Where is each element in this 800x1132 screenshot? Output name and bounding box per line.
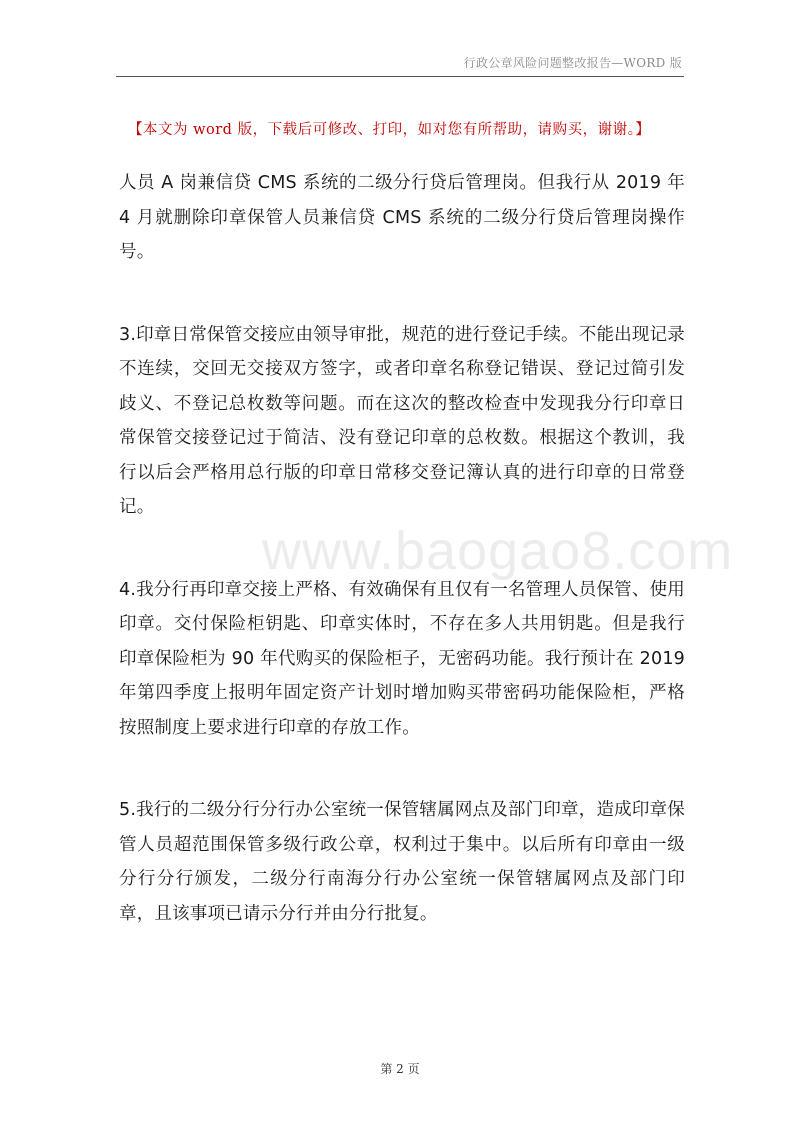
paragraph-item-4: 4.我分行再印章交接上严格、有效确保有且仅有一名管理人员保管、使用印章。交付保险柜钥匙、印章实体时，不存在多人共用钥匙。但是我行印章保险柜为 90 年代购买的保险柜子，无密码功能。我行预计在 2019 年第四季度上报明年固定资产计划时增加购买带密码功能保险柜，严格按照制度上要求进行印章的存放工作。 — [119, 579, 685, 738]
paragraph-continuation: 人员 A 岗兼信贷 CMS 系统的二级分行贷后管理岗。但我行从 2019 年 4 月就删除印章保管人员兼信贷 CMS 系统的二级分行贷后管理岗操作号。 — [119, 173, 685, 262]
header-title: 行政公章风险问题整改报告—WORD 版 — [463, 56, 682, 70]
watermark: www.baogao8.com — [262, 521, 734, 581]
header-divider — [116, 76, 684, 77]
download-notice: 【本文为 word 版，下载后可修改、打印，如对您有所帮助，请购买，谢谢。】 — [128, 122, 651, 138]
paragraph-item-3: 3.印章日常保管交接应由领导审批，规范的进行登记手续。不能出现记录不连续，交回无交接双方签字，或者印章名称登记错误、登记过简引发歧义、不登记总枚数等问题。而在这次的整改检查中发现我分行印章日常保管交接登记过于简洁、没有登记印章的总枚数。根据这个教训，我行以后会严格用总行版的印章日常移交登记簿认真的进行印章的日常登记。 — [119, 324, 685, 517]
page-number: 第 2 页 — [380, 1062, 420, 1076]
paragraph-item-5: 5.我行的二级分行分行办公室统一保管辖属网点及部门印章，造成印章保管人员超范围保管多级行政公章，权利过于集中。以后所有印章由一级分行分行颁发，二级分行南海分行办公室统一保管辖属网点及部门印章，且该事项已请示分行并由分行批复。 — [119, 800, 685, 924]
